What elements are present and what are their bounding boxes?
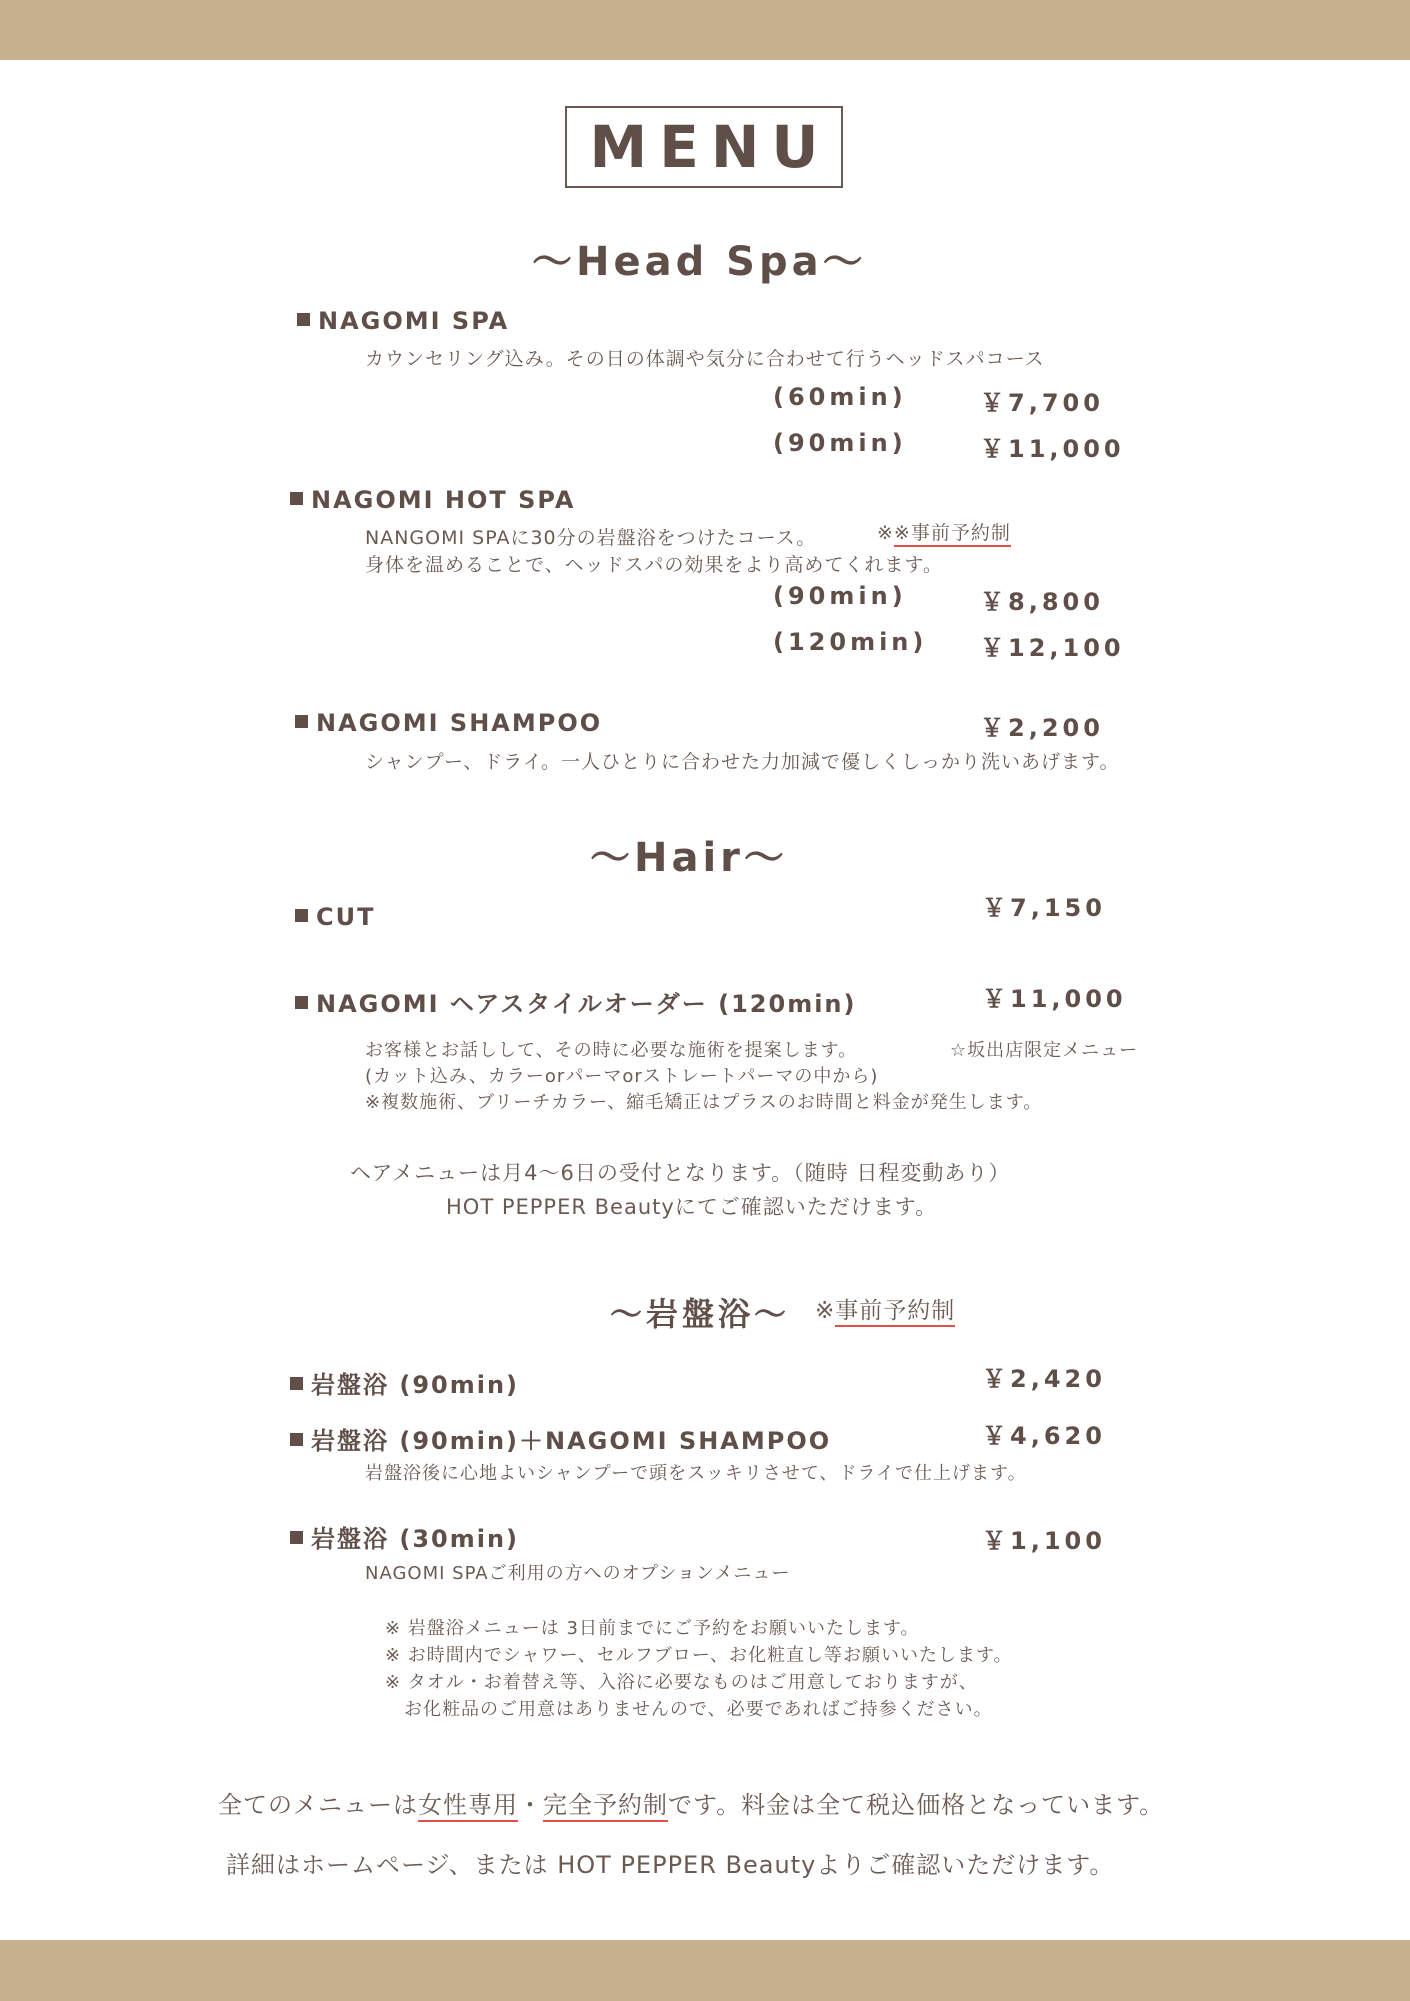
- bullet-square-icon: [290, 1377, 303, 1390]
- bullet-square-icon: [297, 313, 310, 326]
- item-price: ￥4,620: [982, 1422, 1106, 1450]
- item-price: ￥2,200: [980, 714, 1104, 742]
- footer-line-1: 全てのメニューは女性専用・完全予約制です。料金は全て税込価格となっています。: [218, 1785, 1164, 1820]
- option-price: ￥8,800: [980, 588, 1104, 616]
- item-nagomi-spa: NAGOMI SPA: [297, 307, 509, 335]
- top-band: [0, 0, 1410, 60]
- bullet-square-icon: [290, 492, 303, 505]
- item-ganbanyoku-shampoo: 岩盤浴 (90min)＋NAGOMI SHAMPOO: [290, 1421, 831, 1456]
- item-desc: ※複数施術、ブリーチカラー、縮毛矯正はプラスのお時間と料金が発生します。: [365, 1092, 1043, 1113]
- item-desc: NAGOMI SPAご利用の方へのオプションメニュー: [365, 1563, 791, 1584]
- page-title: MENU: [589, 113, 831, 181]
- item-desc: 岩盤浴後に心地よいシャンプーで頭をスッキリさせて、ドライで仕上げます。: [365, 1463, 1027, 1484]
- item-desc: シャンプー、ドライ。一人ひとりに合わせた力加減で優しくしっかり洗いあげます。: [365, 751, 1120, 773]
- ganbanyoku-note: ※ お時間内でシャワー、セルフブロー、お化粧直し等お願いいたします。: [385, 1645, 1013, 1666]
- item-style-order: NAGOMI ヘアスタイルオーダー (120min): [295, 984, 856, 1019]
- option-duration: (90min): [773, 429, 907, 457]
- option-price: ￥12,100: [980, 634, 1125, 662]
- section-heading-ganbanyoku: 〜岩盤浴〜: [610, 1295, 791, 1333]
- item-desc: 身体を温めることで、ヘッドスパの効果をより高めてくれます。: [365, 554, 943, 576]
- ganbanyoku-note: お化粧品のご用意はありませんので、必要であればご持参ください。: [385, 1699, 993, 1720]
- item-ganbanyoku: 岩盤浴 (90min): [290, 1365, 519, 1400]
- ganbanyoku-note: ※ タオル・お着替え等、入浴に必要なものはご用意しておりますが、: [385, 1672, 978, 1693]
- ganbanyoku-note: ※ 岩盤浴メニューは 3日前までにご予約をお願いいたします。: [385, 1618, 920, 1639]
- item-desc: お客様とお話しして、その時に必要な施術を提案します。: [365, 1040, 858, 1061]
- menu-title-box: [565, 106, 843, 188]
- bullet-square-icon: [290, 1433, 303, 1446]
- item-price: ￥7,150: [982, 894, 1106, 922]
- footer-line-2: 詳細はホームページ、または HOT PEPPER Beautyよりご確認いただけます。: [226, 1851, 1115, 1879]
- item-desc: NANGOMI SPAに30分の岩盤浴をつけたコース。: [365, 527, 817, 549]
- item-desc: カウンセリング込み。その日の体調や気分に合わせて行うヘッドスパコース: [365, 348, 1045, 370]
- section-heading-head-spa: 〜Head Spa〜: [532, 239, 867, 285]
- item-price: ￥11,000: [982, 985, 1127, 1013]
- bullet-square-icon: [295, 715, 308, 728]
- bullet-square-icon: [295, 909, 308, 922]
- bullet-square-icon: [290, 1531, 303, 1544]
- reservation-note: ※事前予約制: [815, 1292, 955, 1325]
- item-ganbanyoku-30: 岩盤浴 (30min): [290, 1519, 519, 1554]
- hair-info: ヘアメニューは月4〜6日の受付となります。（随時 日程変動あり）: [350, 1161, 1011, 1185]
- bottom-band: [0, 1940, 1410, 2001]
- section-heading-hair: 〜Hair〜: [590, 835, 788, 881]
- reservation-note: ※※事前予約制: [877, 518, 1011, 545]
- limited-note: ☆坂出店限定メニュー: [950, 1040, 1139, 1061]
- item-price: ￥2,420: [982, 1365, 1106, 1393]
- item-nagomi-shampoo: NAGOMI SHAMPOO: [295, 709, 602, 737]
- item-cut: CUT: [295, 903, 375, 931]
- option-duration: (90min): [773, 582, 907, 610]
- hair-info: HOT PEPPER Beautyにてご確認いただけます。: [446, 1195, 938, 1219]
- option-price: ￥7,700: [980, 389, 1104, 417]
- item-price: ￥1,100: [982, 1527, 1106, 1555]
- item-nagomi-hot-spa: NAGOMI HOT SPA: [290, 486, 575, 514]
- option-duration: (60min): [773, 383, 907, 411]
- bullet-square-icon: [295, 996, 308, 1009]
- option-price: ￥11,000: [980, 435, 1125, 463]
- option-duration: (120min): [773, 628, 928, 656]
- item-desc: (カット込み、カラーorパーマorストレートパーマの中から): [365, 1066, 879, 1087]
